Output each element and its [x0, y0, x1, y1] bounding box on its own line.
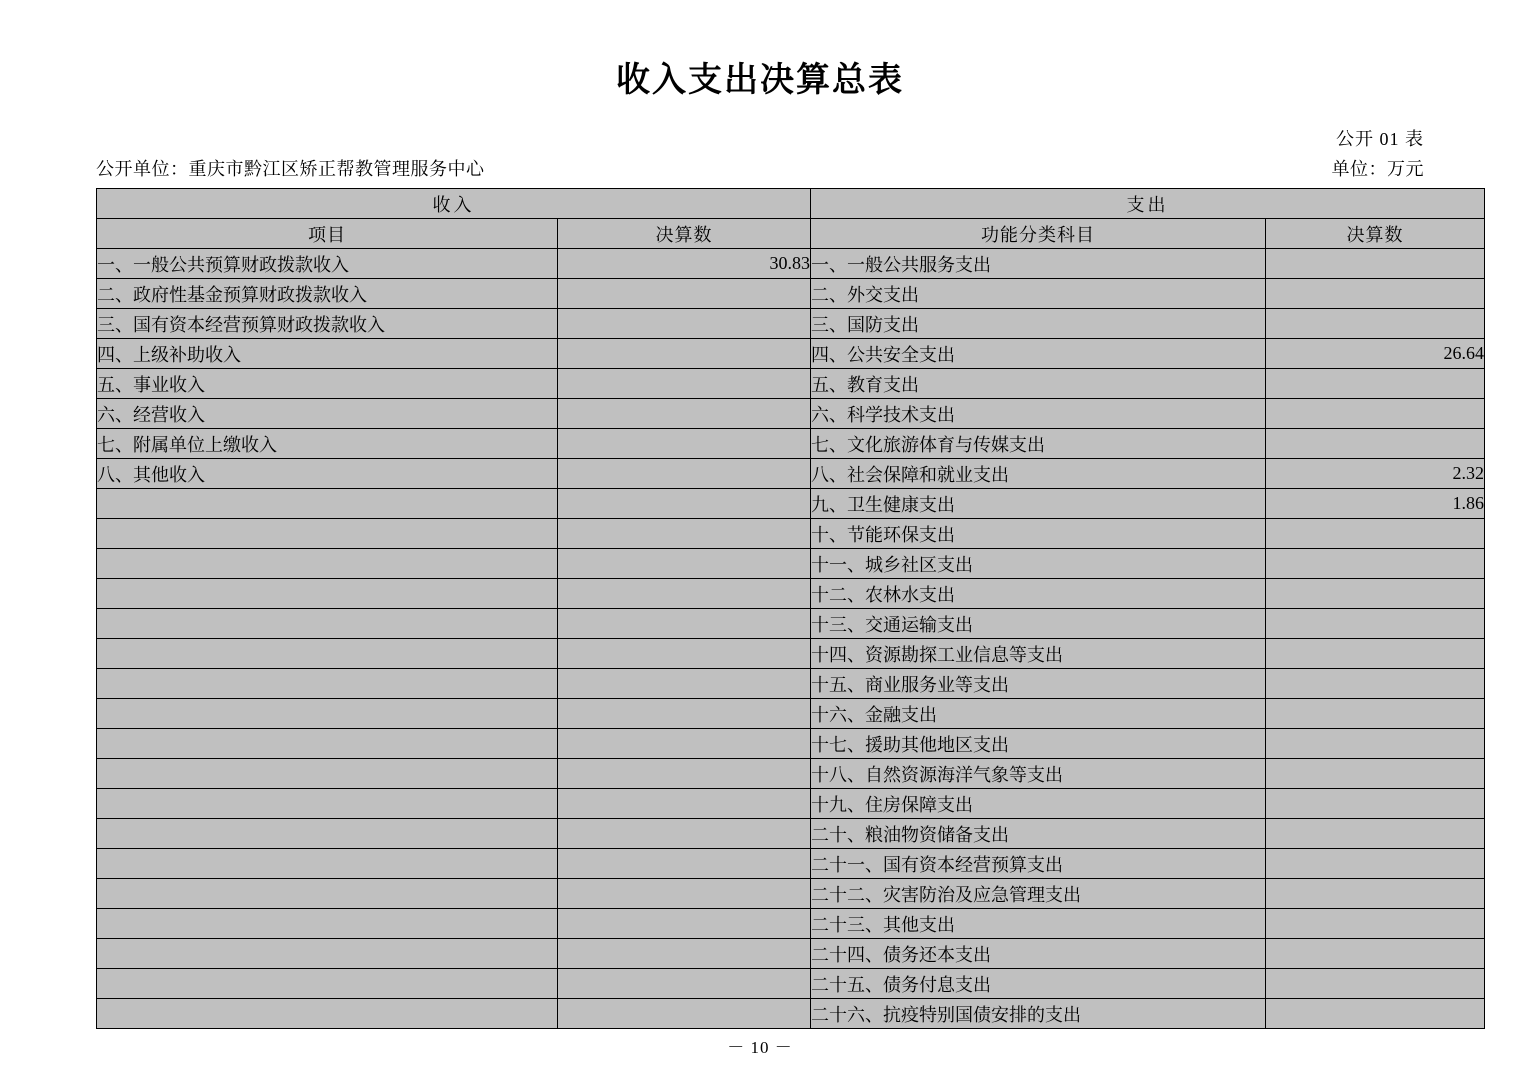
table-row: [97, 819, 1485, 849]
expenditure-item-amount: 1.86: [1266, 489, 1485, 519]
income-item-label: [97, 849, 558, 879]
expenditure-item-label: 十、节能环保支出: [811, 519, 1266, 549]
expenditure-item-amount: [1266, 729, 1485, 759]
income-item-label: [97, 909, 558, 939]
expenditure-item-label: 六、科学技术支出: [811, 399, 1266, 429]
expenditure-item-amount: [1266, 519, 1485, 549]
income-item-label: [97, 669, 558, 699]
group-header-income: 收入: [97, 189, 811, 219]
income-item-label: [97, 699, 558, 729]
expenditure-item-amount: [1266, 279, 1485, 309]
income-item-label: 二、政府性基金预算财政拨款收入: [97, 279, 558, 309]
table-row: [97, 279, 1485, 309]
group-header-expenditure: 支出: [811, 189, 1485, 219]
expenditure-item-label: 一、一般公共服务支出: [811, 249, 1266, 279]
table-row: [97, 609, 1485, 639]
table-row: [97, 639, 1485, 669]
expenditure-item-amount: [1266, 849, 1485, 879]
income-item-amount: 30.83: [558, 249, 811, 279]
income-item-label: [97, 549, 558, 579]
table-row: [97, 489, 1485, 519]
expenditure-item-amount: [1266, 639, 1485, 669]
table-row: [97, 459, 1485, 489]
expenditure-item-label: 三、国防支出: [811, 309, 1266, 339]
income-item-amount: [558, 579, 811, 609]
expenditure-item-amount: [1266, 669, 1485, 699]
table-row: [97, 879, 1485, 909]
expenditure-item-label: 九、卫生健康支出: [811, 489, 1266, 519]
income-item-amount: [558, 279, 811, 309]
expenditure-item-label: 十六、金融支出: [811, 699, 1266, 729]
expenditure-item-amount: 2.32: [1266, 459, 1485, 489]
income-item-label: 八、其他收入: [97, 459, 558, 489]
expenditure-item-label: 十七、援助其他地区支出: [811, 729, 1266, 759]
expenditure-item-label: 十一、城乡社区支出: [811, 549, 1266, 579]
expenditure-item-label: 二十二、灾害防治及应急管理支出: [811, 879, 1266, 909]
expenditure-item-label: 十三、交通运输支出: [811, 609, 1266, 639]
income-item-amount: [558, 429, 811, 459]
table-row: [97, 939, 1485, 969]
expenditure-item-label: 七、文化旅游体育与传媒支出: [811, 429, 1266, 459]
income-item-label: [97, 729, 558, 759]
table-column-header-row: [97, 219, 1485, 249]
income-item-amount: [558, 399, 811, 429]
table-row: [97, 699, 1485, 729]
income-item-amount: [558, 459, 811, 489]
expenditure-item-label: 八、社会保障和就业支出: [811, 459, 1266, 489]
expenditure-item-label: 十九、住房保障支出: [811, 789, 1266, 819]
expenditure-item-label: 五、教育支出: [811, 369, 1266, 399]
expenditure-item-amount: [1266, 309, 1485, 339]
column-header-income-item: 项目: [97, 219, 558, 249]
income-item-label: [97, 759, 558, 789]
income-item-label: [97, 579, 558, 609]
table-row: [97, 369, 1485, 399]
column-header-income-amount: 决算数: [558, 219, 811, 249]
table-row: [97, 549, 1485, 579]
income-item-amount: [558, 669, 811, 699]
table-row: [97, 789, 1485, 819]
income-item-amount: [558, 699, 811, 729]
income-item-amount: [558, 729, 811, 759]
expenditure-item-label: 十四、资源勘探工业信息等支出: [811, 639, 1266, 669]
income-item-amount: [558, 339, 811, 369]
table-row: [97, 729, 1485, 759]
income-item-amount: [558, 639, 811, 669]
table-row: [97, 669, 1485, 699]
income-item-label: 三、国有资本经营预算财政拨款收入: [97, 309, 558, 339]
income-item-amount: [558, 549, 811, 579]
expenditure-item-amount: [1266, 909, 1485, 939]
income-item-amount: [558, 369, 811, 399]
income-item-label: 六、经营收入: [97, 399, 558, 429]
expenditure-item-label: 十五、商业服务业等支出: [811, 669, 1266, 699]
page-title: 收入支出决算总表: [616, 62, 904, 99]
table-row: [97, 849, 1485, 879]
income-item-amount: [558, 969, 811, 999]
expenditure-item-amount: 26.64: [1266, 339, 1485, 369]
income-item-amount: [558, 849, 811, 879]
expenditure-item-label: 二十六、抗疫特别国债安排的支出: [811, 999, 1266, 1029]
expenditure-item-amount: [1266, 369, 1485, 399]
revenue-expenditure-table: [96, 188, 1485, 1029]
income-item-amount: [558, 759, 811, 789]
income-item-label: [97, 939, 558, 969]
income-item-label: [97, 789, 558, 819]
income-item-label: [97, 519, 558, 549]
expenditure-item-amount: [1266, 249, 1485, 279]
expenditure-item-label: 十二、农林水支出: [811, 579, 1266, 609]
income-item-amount: [558, 489, 811, 519]
expenditure-item-amount: [1266, 549, 1485, 579]
expenditure-item-label: 十八、自然资源海洋气象等支出: [811, 759, 1266, 789]
table-row: [97, 999, 1485, 1029]
expenditure-item-label: 二十五、债务付息支出: [811, 969, 1266, 999]
income-item-label: [97, 999, 558, 1029]
table-row: [97, 429, 1485, 459]
table-row: [97, 249, 1485, 279]
income-item-label: [97, 489, 558, 519]
expenditure-item-label: 二十三、其他支出: [811, 909, 1266, 939]
income-item-label: 五、事业收入: [97, 369, 558, 399]
income-item-label: 七、附属单位上缴收入: [97, 429, 558, 459]
table-group-header-row: [97, 189, 1485, 219]
expenditure-item-amount: [1266, 789, 1485, 819]
income-item-amount: [558, 309, 811, 339]
expenditure-item-label: 四、公共安全支出: [811, 339, 1266, 369]
expenditure-item-label: 二十一、国有资本经营预算支出: [811, 849, 1266, 879]
column-header-expenditure-item: 功能分类科目: [811, 219, 1266, 249]
expenditure-item-amount: [1266, 939, 1485, 969]
table-row: [97, 399, 1485, 429]
expenditure-item-label: 二十、粮油物资储备支出: [811, 819, 1266, 849]
expenditure-item-label: 二十四、债务还本支出: [811, 939, 1266, 969]
table-row: [97, 909, 1485, 939]
income-item-label: 四、上级补助收入: [97, 339, 558, 369]
income-item-amount: [558, 519, 811, 549]
income-item-label: [97, 639, 558, 669]
income-item-label: 一、一般公共预算财政拨款收入: [97, 249, 558, 279]
table-row: [97, 339, 1485, 369]
table-row: [97, 969, 1485, 999]
expenditure-item-amount: [1266, 879, 1485, 909]
income-item-label: [97, 819, 558, 849]
income-item-label: [97, 879, 558, 909]
expenditure-item-amount: [1266, 969, 1485, 999]
income-item-label: [97, 609, 558, 639]
expenditure-item-label: 二、外交支出: [811, 279, 1266, 309]
expenditure-item-amount: [1266, 609, 1485, 639]
amount-unit: 单位：万元: [1331, 159, 1424, 179]
income-item-label: [97, 969, 558, 999]
income-item-amount: [558, 789, 811, 819]
income-item-amount: [558, 909, 811, 939]
table-row: [97, 519, 1485, 549]
income-item-amount: [558, 609, 811, 639]
expenditure-item-amount: [1266, 699, 1485, 729]
page-footer-number: － 10 －: [727, 1038, 793, 1057]
table-row: [97, 309, 1485, 339]
income-item-amount: [558, 999, 811, 1029]
sheet-number: 公开 01 表: [1336, 129, 1424, 149]
income-item-amount: [558, 879, 811, 909]
expenditure-item-amount: [1266, 999, 1485, 1029]
disclosure-unit: 公开单位：重庆市黔江区矫正帮教管理服务中心: [96, 159, 485, 179]
expenditure-item-amount: [1266, 759, 1485, 789]
table-row: [97, 579, 1485, 609]
expenditure-item-amount: [1266, 429, 1485, 459]
document-meta: [96, 155, 1424, 181]
column-header-expenditure-amount: 决算数: [1266, 219, 1485, 249]
expenditure-item-amount: [1266, 399, 1485, 429]
income-item-amount: [558, 819, 811, 849]
expenditure-item-amount: [1266, 819, 1485, 849]
expenditure-item-amount: [1266, 579, 1485, 609]
table-row: [97, 759, 1485, 789]
income-item-amount: [558, 939, 811, 969]
